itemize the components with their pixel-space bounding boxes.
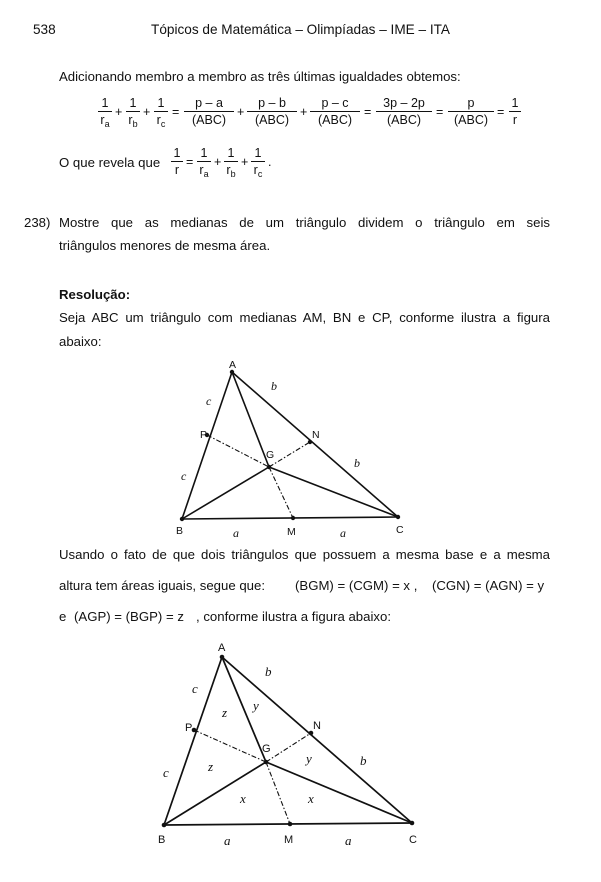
f2-side-a-right: a (345, 833, 352, 848)
f2-area-y-lower: y (306, 751, 312, 766)
f2-side-b-lower: b (360, 753, 367, 768)
frac-p-abc: p (ABC) (448, 97, 494, 126)
f2-label-n: N (313, 720, 321, 732)
f2-label-m: M (284, 834, 294, 846)
frac-1-rc: $\frac{1}{r_c}$ (154, 97, 168, 129)
frac-1-ra: $\frac{1}{r_a}$ (98, 97, 112, 129)
f2-side-c-upper: c (192, 681, 198, 696)
f2-label-g: G (262, 743, 271, 755)
f1-side-c-lower: c (181, 469, 187, 483)
paragraph2-line-2a: altura tem áreas iguais, segue que: (59, 578, 265, 593)
frac-pb-abc: p – b (ABC) (247, 97, 297, 126)
frac-pa-abc: p – a (ABC) (184, 97, 234, 126)
area-equation-cgn-agn: (CGN) = (AGN) = y (432, 578, 545, 593)
f1-label-m: M (287, 526, 296, 538)
f2-area-x-right: x (308, 791, 314, 806)
area-equation-bgm-cgm: (BGM) = (CGM) = x , (295, 578, 418, 593)
f1-side-c-upper: c (206, 394, 212, 408)
problem-line-2: triângulos menores de mesma área. (59, 238, 271, 253)
f1-side-b-lower: b (354, 456, 360, 470)
frac-1-r: $\frac{1}{r}$ (509, 97, 521, 126)
running-title: Tópicos de Matemática – Olimpíadas – IME – ITA (151, 22, 450, 37)
f2-label-b: B (158, 834, 166, 846)
resolution-line-2: abaixo: (59, 334, 102, 349)
resolution-heading: Resolução: (59, 287, 131, 302)
f2-median-bn-solid (164, 762, 266, 825)
f1-side-b-upper: b (271, 379, 277, 393)
f1-label-n: N (312, 429, 320, 441)
f2-area-z-upper: z (222, 705, 228, 720)
page-number: 538 (33, 22, 56, 37)
f1-label-g: G (266, 449, 275, 461)
problem-number: 238) (24, 215, 51, 230)
paragraph2-line-3a: e (59, 609, 67, 624)
f1-label-b: B (176, 525, 184, 537)
f2-label-a: A (218, 642, 226, 654)
f1-label-p: P (200, 429, 208, 441)
resolution-line-1: Seja ABC um triângulo com medianas AM, BN e CP, conforme ilustra a figura (59, 310, 550, 325)
f1-label-c: C (396, 524, 404, 536)
f1-label-a: A (229, 359, 237, 371)
f2-side-c-lower: c (163, 765, 169, 780)
f1-side-a-right: a (340, 526, 346, 540)
paragraph2-line-3b: , conforme ilustra a figura abaixo: (196, 609, 391, 624)
reveal-text: O que revela que (59, 155, 161, 170)
paragraph2-line-1: Usando o fato de que dois triângulos que possuem a mesma base e a mesma (59, 547, 550, 562)
f2-area-z-lower: z (208, 759, 214, 774)
area-equation-agp-bgp: (AGP) = (BGP) = z (74, 609, 184, 624)
f2-side-ac-line (222, 657, 412, 823)
f2-label-p: P (185, 722, 193, 734)
problem-line-1: Mostre que as medianas de um triângulo dividem o triângulo em seis (59, 215, 550, 230)
f2-median-cp-solid (266, 762, 412, 823)
f1-side-a-left: a (233, 526, 239, 540)
frac-3p-abc: 3p – 2p (ABC) (376, 97, 432, 126)
f2-median-bn-dashed (266, 733, 311, 762)
frac-1-rb: $\frac{1}{r_b}$ (126, 97, 140, 129)
f2-side-a-left: a (224, 833, 231, 848)
f2-side-b-upper: b (265, 664, 272, 679)
f2-area-x-left: x (240, 791, 246, 806)
f2-median-am-solid (222, 657, 266, 762)
intro-line: Adicionando membro a membro as três últimas igualdades obtemos: (59, 69, 461, 84)
f2-area-y-upper: y (253, 698, 259, 713)
f2-label-c: C (409, 834, 417, 846)
frac-pc-abc: p – c (ABC) (310, 97, 360, 126)
